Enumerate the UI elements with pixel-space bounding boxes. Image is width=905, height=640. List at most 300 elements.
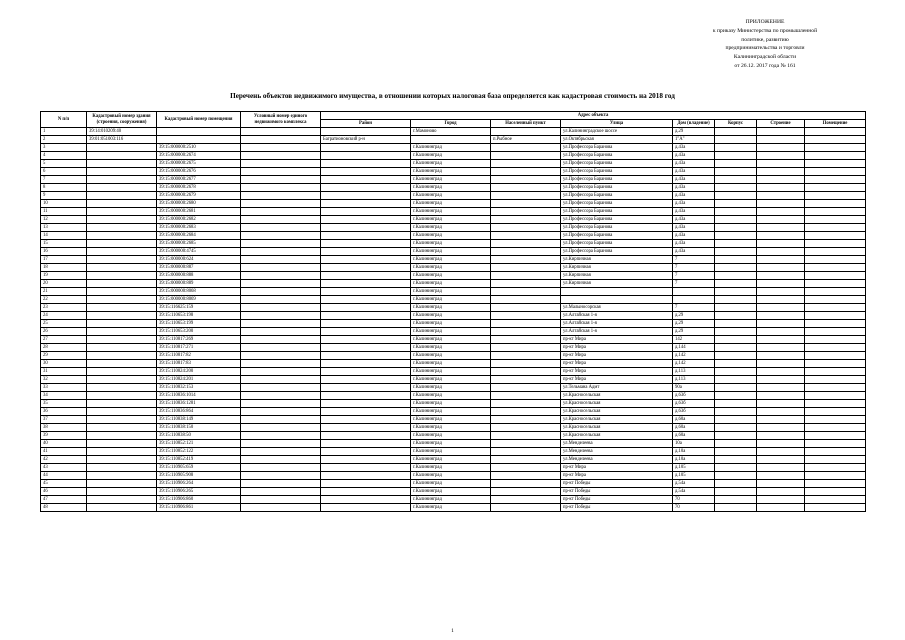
table-cell: 10 (41, 200, 87, 208)
property-table (40, 111, 866, 512)
table-cell (241, 240, 321, 248)
table-cell: г.Калининград (411, 504, 491, 512)
table-cell: 31 (41, 368, 87, 376)
table-cell (715, 440, 757, 448)
table-cell: г.Калининград (411, 264, 491, 272)
table-cell: 39:15:110852:121 (157, 440, 241, 448)
table-cell (87, 224, 157, 232)
col-address-group: Адрес объекта (321, 112, 866, 120)
table-cell (715, 496, 757, 504)
table-cell: пр-кт Мира (561, 464, 673, 472)
table-cell (805, 216, 866, 224)
table-cell: 20 (41, 280, 87, 288)
appendix-header (690, 18, 840, 71)
table-cell (87, 488, 157, 496)
table-cell (241, 432, 321, 440)
table-row (41, 368, 866, 376)
table-cell (491, 328, 561, 336)
table-cell: ул.Кирпичная (561, 280, 673, 288)
table-cell (757, 352, 805, 360)
table-cell (805, 136, 866, 144)
table-cell (757, 416, 805, 424)
table-cell (321, 440, 411, 448)
table-cell: ул.Профессора Баранова (561, 200, 673, 208)
table-cell (241, 320, 321, 328)
header-line: Калининградской области (733, 54, 797, 61)
table-row (41, 216, 866, 224)
col-cad-building: Кадастровый номер здания (строения, сооружения) (87, 112, 157, 128)
document-title: Перечень объектов недвижимого имущества, в отношении которых налоговая база определяется как кадастровая стоимость на 2018 год (230, 92, 675, 100)
table-cell (757, 360, 805, 368)
table-cell (715, 216, 757, 224)
table-cell: ул.Красносельская (561, 400, 673, 408)
table-cell: 39 (41, 432, 87, 440)
table-cell (757, 368, 805, 376)
table-cell (87, 176, 157, 184)
table-cell: 6 (41, 168, 87, 176)
table-cell: ул.Менделеева (561, 456, 673, 464)
table-cell (321, 504, 411, 512)
col-city: Город (411, 120, 491, 128)
table-cell (757, 464, 805, 472)
table-cell: ул.Кирпичная (561, 256, 673, 264)
col-settlement: Населенный пункт (491, 120, 561, 128)
table-cell: ул.Октябрьская (561, 136, 673, 144)
table-cell (491, 280, 561, 288)
table-cell (491, 200, 561, 208)
table-cell (87, 280, 157, 288)
table-cell: г.Калининград (411, 384, 491, 392)
table-cell (715, 168, 757, 176)
table-cell (87, 248, 157, 256)
table-cell: 39:15:000000:2674 (157, 152, 241, 160)
table-cell: 39:15:000000:2510 (157, 144, 241, 152)
table-cell (757, 448, 805, 456)
table-cell (87, 312, 157, 320)
table-cell (87, 144, 157, 152)
table-cell: д.43а (673, 216, 715, 224)
table-cell: 39:15:116625:159 (157, 304, 241, 312)
table-cell (87, 160, 157, 168)
table-cell (321, 360, 411, 368)
table-row (41, 392, 866, 400)
table-cell: ул.Кирпичная (561, 264, 673, 272)
table-cell (805, 328, 866, 336)
table-cell: г.Калининград (411, 344, 491, 352)
table-cell (321, 312, 411, 320)
table-cell: г.Мамоново (411, 128, 491, 136)
table-cell (491, 480, 561, 488)
table-cell: 8 (41, 184, 87, 192)
table-cell: 43 (41, 464, 87, 472)
table-cell (241, 152, 321, 160)
table-cell: 39:15:000000:2675 (157, 160, 241, 168)
table-row (41, 176, 866, 184)
table-row (41, 488, 866, 496)
table-cell (241, 416, 321, 424)
table-row (41, 336, 866, 344)
table-cell (241, 280, 321, 288)
table-cell (491, 400, 561, 408)
table-cell: 40 (41, 440, 87, 448)
table-cell: 12 (41, 216, 87, 224)
table-cell (805, 504, 866, 512)
table-cell: пр-кт Мира (561, 352, 673, 360)
table-cell (805, 448, 866, 456)
table-cell (757, 264, 805, 272)
header-line: от 26.12. 2017 года № 161 (734, 62, 796, 69)
table-cell (805, 320, 866, 328)
table-cell (87, 464, 157, 472)
table-cell: г.Калининград (411, 232, 491, 240)
table-cell: д.142 (673, 360, 715, 368)
table-cell (321, 296, 411, 304)
table-cell: 44 (41, 472, 87, 480)
table-cell (491, 504, 561, 512)
table-cell (321, 384, 411, 392)
table-cell: г.Калининград (411, 472, 491, 480)
table-cell: 39:15:110653:200 (157, 328, 241, 336)
table-row (41, 328, 866, 336)
table-cell (87, 392, 157, 400)
table-cell: ул.Кирпичная (561, 272, 673, 280)
table-cell: 7 (673, 272, 715, 280)
table-cell (491, 352, 561, 360)
table-cell: 39:01:051003:116 (87, 136, 157, 144)
table-row (41, 168, 866, 176)
table-cell: ул.Профессора Баранова (561, 224, 673, 232)
table-cell (805, 424, 866, 432)
table-cell (805, 488, 866, 496)
table-cell (241, 400, 321, 408)
table-cell: 9 (41, 192, 87, 200)
table-cell (715, 152, 757, 160)
table-cell: д.29 (673, 312, 715, 320)
table-cell (87, 368, 157, 376)
table-cell: 39:15:000000:2677 (157, 176, 241, 184)
table-cell (321, 264, 411, 272)
table-cell: г.Калининград (411, 456, 491, 464)
col-room: Помещение (805, 120, 866, 128)
table-cell: г.Калининград (411, 432, 491, 440)
table-cell (805, 496, 866, 504)
table-row (41, 256, 866, 264)
table-cell (321, 232, 411, 240)
table-cell (715, 456, 757, 464)
table-cell (491, 248, 561, 256)
header-line: к приказу Министерства по промышленной (712, 27, 818, 34)
table-cell: д.43а (673, 224, 715, 232)
table-cell (491, 320, 561, 328)
table-cell (87, 216, 157, 224)
table-cell: 29 (41, 352, 87, 360)
table-cell (87, 384, 157, 392)
header-line: ПРИЛОЖЕНИЕ (745, 19, 785, 25)
table-cell: г.Калининград (411, 496, 491, 504)
table-cell (805, 464, 866, 472)
col-num: N п/п (41, 112, 87, 128)
table-cell (757, 488, 805, 496)
table-cell (241, 184, 321, 192)
table-cell: ул.Красносельская (561, 432, 673, 440)
table-cell (411, 136, 491, 144)
table-cell (805, 184, 866, 192)
table-cell: д.144 (673, 344, 715, 352)
table-cell: 18 (41, 264, 87, 272)
table-cell: г.Калининград (411, 352, 491, 360)
table-cell (87, 232, 157, 240)
table-cell (757, 216, 805, 224)
table-cell: ул.Профессора Баранова (561, 248, 673, 256)
table-cell (241, 336, 321, 344)
table-cell (241, 232, 321, 240)
table-cell (757, 176, 805, 184)
table-cell: 39:15:000000:8068 (157, 288, 241, 296)
table-row (41, 384, 866, 392)
table-cell (321, 280, 411, 288)
table-row (41, 232, 866, 240)
table-cell (805, 208, 866, 216)
table-cell (321, 376, 411, 384)
table-cell (491, 392, 561, 400)
table-cell (805, 312, 866, 320)
table-cell (491, 456, 561, 464)
table-cell: 32 (41, 376, 87, 384)
table-cell: ул.Алтайская 1-я (561, 312, 673, 320)
table-cell (241, 456, 321, 464)
table-cell: 24 (41, 312, 87, 320)
table-cell: 22 (41, 296, 87, 304)
table-cell: 35 (41, 400, 87, 408)
table-cell: ул.Профессора Баранова (561, 208, 673, 216)
table-cell (87, 376, 157, 384)
table-cell (241, 360, 321, 368)
table-cell: 10а (673, 440, 715, 448)
table-cell: ул.Красносельская (561, 408, 673, 416)
table-cell (241, 216, 321, 224)
table-cell (87, 336, 157, 344)
table-cell: пр-кт Победы (561, 480, 673, 488)
table-cell (805, 192, 866, 200)
table-cell: 39:15:110906:860 (157, 496, 241, 504)
table-cell (805, 288, 866, 296)
table-cell (805, 296, 866, 304)
table-cell: ул.Красносельская (561, 416, 673, 424)
page-number: 1 (451, 628, 454, 634)
table-cell (87, 432, 157, 440)
table-cell (715, 184, 757, 192)
table-cell (757, 456, 805, 464)
table-cell (491, 368, 561, 376)
table-cell: ул.Профессора Баранова (561, 184, 673, 192)
table-cell (241, 304, 321, 312)
table-cell (715, 240, 757, 248)
table-cell (805, 360, 866, 368)
table-cell (757, 320, 805, 328)
table-cell: 39:14:010209:40 (87, 128, 157, 136)
table-cell (491, 376, 561, 384)
table-cell: г.Калининград (411, 464, 491, 472)
col-cond-num: Условный номер единого недвижимого комплекса (241, 112, 321, 128)
table-row (41, 400, 866, 408)
table-cell (715, 352, 757, 360)
table-cell (87, 400, 157, 408)
table-cell (715, 232, 757, 240)
table-row (41, 152, 866, 160)
table-row (41, 136, 866, 144)
table-row (41, 464, 866, 472)
col-building: Строение (757, 120, 805, 128)
table-cell: д.43а (673, 160, 715, 168)
table-cell (715, 248, 757, 256)
table-cell: ул.Профессора Баранова (561, 192, 673, 200)
table-cell (241, 448, 321, 456)
table-cell: д.43а (673, 144, 715, 152)
table-cell: пр-кт Победы (561, 496, 673, 504)
table-cell (87, 208, 157, 216)
table-cell (491, 216, 561, 224)
table-cell: ул.Алтайская 1-я (561, 320, 673, 328)
table-row (41, 416, 866, 424)
table-row (41, 248, 866, 256)
table-cell (805, 152, 866, 160)
table-cell: 15 (41, 240, 87, 248)
table-cell (241, 248, 321, 256)
table-cell: ул.Менделеева (561, 448, 673, 456)
table-cell (241, 384, 321, 392)
table-cell: д.63б (673, 408, 715, 416)
table-cell (321, 392, 411, 400)
table-cell (241, 328, 321, 336)
table-cell: 39:15:110852:122 (157, 448, 241, 456)
table-cell: д.54а (673, 480, 715, 488)
table-cell (87, 184, 157, 192)
table-cell: 39:15:000000:624 (157, 256, 241, 264)
table-cell (757, 392, 805, 400)
table-cell: д.105 (673, 472, 715, 480)
table-cell: 42 (41, 456, 87, 464)
table-cell: г.Калининград (411, 392, 491, 400)
table-cell (805, 344, 866, 352)
table-row (41, 456, 866, 464)
table-cell: г.Калининград (411, 328, 491, 336)
table-cell (491, 272, 561, 280)
col-house: Дом (владение) (673, 120, 715, 128)
table-cell (157, 136, 241, 144)
table-cell (321, 328, 411, 336)
table-cell (757, 472, 805, 480)
table-cell (491, 184, 561, 192)
table-cell (757, 304, 805, 312)
table-cell: д.10а (673, 456, 715, 464)
table-cell: д.63б (673, 392, 715, 400)
table-cell: г.Калининград (411, 224, 491, 232)
table-cell (241, 480, 321, 488)
table-cell (241, 488, 321, 496)
table-cell: г.Калининград (411, 312, 491, 320)
table-cell (241, 288, 321, 296)
table-cell (87, 200, 157, 208)
table-cell: 39:15:110817:83 (157, 360, 241, 368)
table-cell (805, 144, 866, 152)
table-cell: 70 (673, 504, 715, 512)
table-cell (87, 328, 157, 336)
table-cell (757, 184, 805, 192)
table-cell (321, 456, 411, 464)
table-cell (321, 200, 411, 208)
table-cell (715, 480, 757, 488)
table-cell (491, 312, 561, 320)
table-cell (757, 328, 805, 336)
table-cell (241, 272, 321, 280)
table-cell: д.29 (673, 328, 715, 336)
table-cell (715, 328, 757, 336)
table-cell (805, 368, 866, 376)
table-cell (241, 208, 321, 216)
table-cell: г.Калининград (411, 240, 491, 248)
table-cell (805, 240, 866, 248)
table-cell (491, 408, 561, 416)
table-cell (805, 128, 866, 136)
table-cell: 39:15:110836:1014 (157, 392, 241, 400)
table-cell: ул.Профессора Баранова (561, 176, 673, 184)
table-cell: 3 (41, 144, 87, 152)
table-row (41, 192, 866, 200)
table-cell (805, 400, 866, 408)
table-cell: 39:15:110905:908 (157, 472, 241, 480)
table-cell (87, 344, 157, 352)
table-cell: пр-кт Победы (561, 488, 673, 496)
table-cell (241, 408, 321, 416)
table-cell (805, 200, 866, 208)
table-cell (321, 424, 411, 432)
table-cell (87, 304, 157, 312)
table-cell (491, 160, 561, 168)
table-cell (87, 448, 157, 456)
table-cell: 41 (41, 448, 87, 456)
table-cell (87, 416, 157, 424)
table-cell: г.Калининград (411, 416, 491, 424)
table-cell (87, 496, 157, 504)
table-cell: 39:15:000000:8069 (157, 296, 241, 304)
table-cell: 7 (41, 176, 87, 184)
table-cell (157, 128, 241, 136)
table-cell (87, 472, 157, 480)
table-cell: г.Калининград (411, 248, 491, 256)
table-cell: пр-кт Мира (561, 472, 673, 480)
table-cell: 39:15:000000:2676 (157, 168, 241, 176)
table-cell: д.43а (673, 176, 715, 184)
table-cell: 39:15:000000:2680 (157, 200, 241, 208)
table-row (41, 320, 866, 328)
table-cell (241, 168, 321, 176)
table-cell (87, 168, 157, 176)
table-header-row (41, 112, 866, 120)
table-cell: д.105 (673, 464, 715, 472)
table-cell (87, 296, 157, 304)
table-cell: 39:15:000000:888 (157, 272, 241, 280)
table-cell (715, 336, 757, 344)
table-cell (715, 256, 757, 264)
table-cell (805, 336, 866, 344)
table-cell: 39:15:110817:82 (157, 352, 241, 360)
table-cell (757, 144, 805, 152)
table-cell (321, 216, 411, 224)
table-cell (321, 240, 411, 248)
table-cell (87, 504, 157, 512)
table-cell (321, 448, 411, 456)
table-cell (241, 160, 321, 168)
